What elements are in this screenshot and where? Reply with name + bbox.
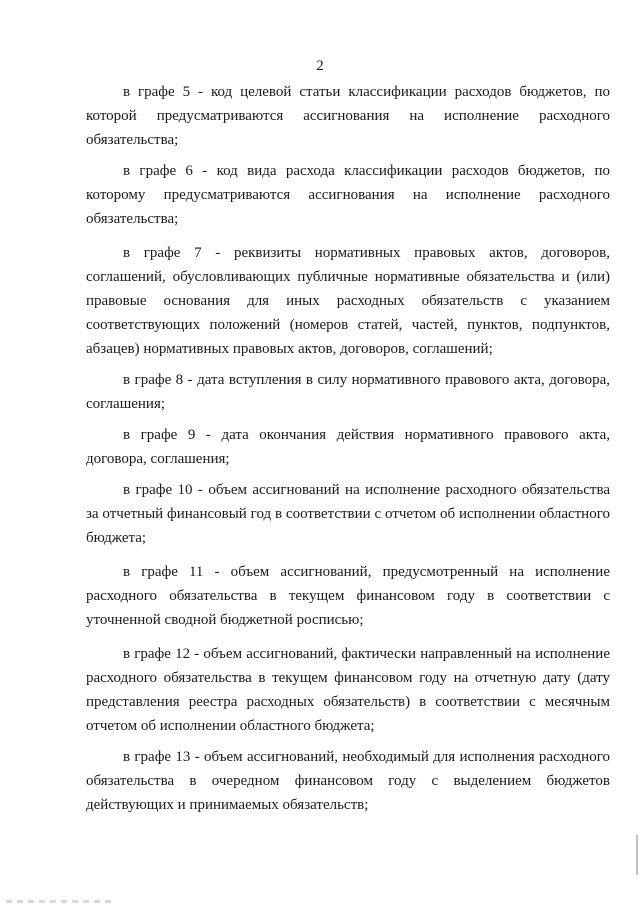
paragraph-column-13: в графе 13 - объем ассигнований, необходимый для исполнения расходного обязательства в очередном финансовом году с выделением бюджетов действующих и принимаемых обязательств; — [86, 749, 610, 813]
paragraph-column-5: в графе 5 - код целевой статьи классификации расходов бюджетов, по которой предусматриваются ассигнования на исполнение расходного обязательства; — [86, 84, 610, 148]
paragraph-column-9: в графе 9 - дата окончания действия нормативного правового акта, договора, соглашения; — [86, 427, 610, 467]
paragraph-column-8: в графе 8 - дата вступления в силу нормативного правового акта, договора, соглашения; — [86, 372, 610, 412]
paragraph-column-7: в графе 7 - реквизиты нормативных правовых актов, договоров, соглашений, обусловливающих публичные нормативные обязательства и (или) правовые основания для иных расходных обязательств с указанием соответствующих положений (номеров статей, частей, пунктов, подпунктов, абзацев) нормативных правовых актов, договоров, соглашений; — [86, 245, 610, 357]
page-number: 2 — [316, 58, 324, 74]
paragraph-column-11: в графе 11 - объем ассигнований, предусмотренный на исполнение расходного обязательства в текущем финансовом году в соответствии с уточненной сводной бюджетной росписью; — [86, 564, 610, 628]
scan-artifact — [6, 900, 116, 903]
document-body — [86, 80, 610, 817]
paragraph-column-10: в графе 10 - объем ассигнований на исполнение расходного обязательства за отчетный финансовый год в соответствии с отчетом об исполнении областного бюджета; — [86, 482, 610, 546]
scan-edge-mark — [636, 835, 638, 875]
paragraph-column-6: в графе 6 - код вида расхода классификации расходов бюджетов, по которому предусматриваются ассигнования на исполнение расходного обязательства; — [86, 163, 610, 227]
paragraph-column-12: в графе 12 - объем ассигнований, фактически направленный на исполнение расходного обязательства в текущем финансовом году на отчетную дату (дату представления реестра расходных обязательств) в соответствии с месячным отчетом об исполнении областного бюджета; — [86, 646, 610, 734]
